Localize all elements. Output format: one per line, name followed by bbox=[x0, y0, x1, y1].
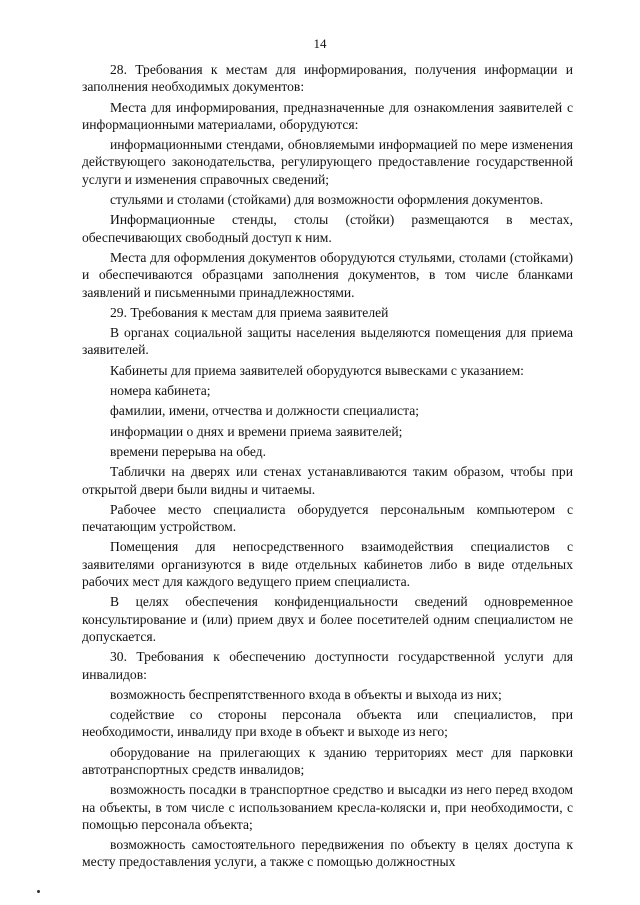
paragraph: В целях обеспечения конфиденциальности сведений одновременное консультирование и (или) прием двух и более посетителей одним специалистом не допускается. bbox=[82, 594, 573, 644]
section-heading: 30. Требования к обеспечению доступности государственной услуги для инвалидов: bbox=[82, 649, 573, 682]
list-item: возможность посадки в транспортное средство и высадки из него перед входом на объекты, в том числе с использованием кресла-коляски и, при необходимости, с помощью персонала объекта; bbox=[82, 782, 573, 832]
paragraph: стульями и столами (стойками) для возможности оформления документов. bbox=[110, 192, 544, 208]
paragraph: 28. Требования к местам для информирования, получения информации и заполнения необходимых документов: bbox=[82, 62, 573, 95]
paragraph: Таблички на дверях или стенах устанавливаются таким образом, чтобы при открытой двери были видны и читаемы. bbox=[82, 464, 573, 497]
list-item: фамилии, имени, отчества и должности специалиста; bbox=[110, 403, 420, 419]
section-heading: 29. Требования к местам для приема заявителей bbox=[110, 304, 389, 320]
list-item: времени перерыва на обед. bbox=[110, 443, 266, 459]
paragraph: Информационные стенды, столы (стойки) размещаются в местах, обеспечивающих свободный доступ к ним. bbox=[82, 212, 573, 245]
page-number: 14 bbox=[313, 36, 327, 51]
paragraph: Кабинеты для приема заявителей оборудуются вывесками с указанием: bbox=[110, 362, 524, 378]
list-item: возможность беспрепятственного входа в объекты и выхода из них; bbox=[110, 686, 502, 702]
document-body bbox=[82, 61, 573, 874]
paragraph: информационными стендами, обновляемыми информацией по мере изменения действующего законодательства, регулирующего предоставление государственной услуги и изменения справочных сведений; bbox=[82, 137, 573, 187]
paragraph: Рабочее место специалиста оборудуется персональным компьютером с печатающим устройством. bbox=[82, 501, 573, 535]
paragraph: Места для информирования, предназначенные для ознакомления заявителей с информационными материалами, оборудуются: bbox=[82, 99, 573, 132]
list-item: возможность самостоятельного передвижения по объекту в целях доступа к месту предоставления услуги, а также с помощью должностных bbox=[82, 837, 573, 870]
list-item: информации о днях и времени приема заявителей; bbox=[110, 423, 403, 439]
list-item: оборудование на прилегающих к зданию территориях мест для парковки автотранспортных средств инвалидов; bbox=[82, 744, 573, 777]
paragraph: Помещения для непосредственного взаимодействия специалистов с заявителями организуются в виде отдельных кабинетов либо в виде отдельных рабочих мест для каждого ведущего прием специалиста. bbox=[82, 539, 573, 590]
scan-speck bbox=[37, 890, 40, 893]
list-item: номера кабинета; bbox=[110, 383, 211, 399]
list-item: содействие со стороны персонала объекта или специалистов, при необходимости, инвалиду при входе в объект и выходе из него; bbox=[82, 707, 573, 740]
paragraph: Места для оформления документов оборудуются стульями, столами (стойками) и обеспечиваются образцами заполнения документов, в том числе бланками заявлений и письменными принадлежностями. bbox=[82, 249, 573, 300]
paragraph: В органах социальной защиты населения выделяются помещения для приема заявителей. bbox=[82, 325, 573, 358]
